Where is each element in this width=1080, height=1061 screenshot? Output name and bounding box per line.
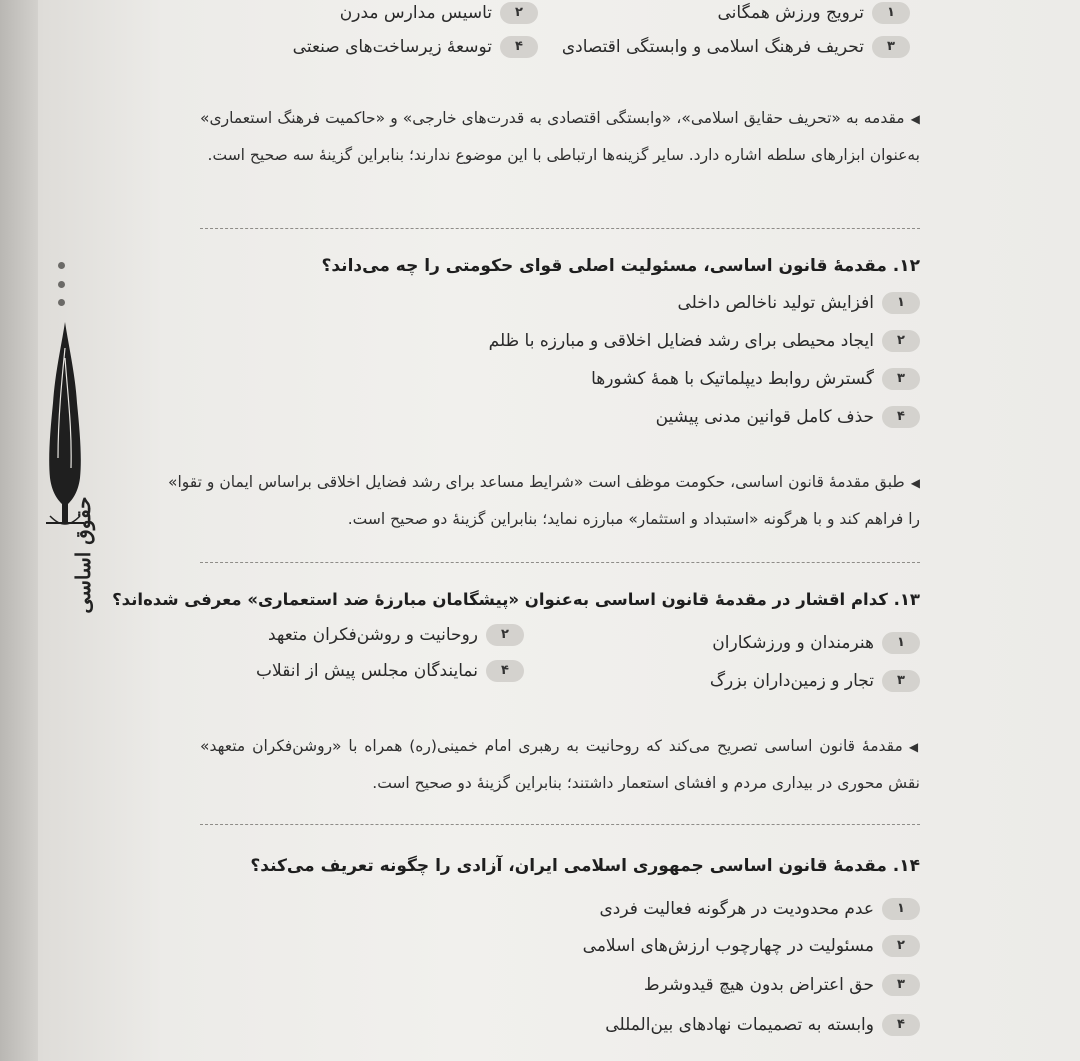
option-number: ۳	[882, 368, 920, 390]
option-text: حق اعتراض بدون هیچ قیدوشرط	[643, 975, 874, 995]
option-number: ۴	[882, 1014, 920, 1036]
option-number: ۱	[882, 898, 920, 920]
option-text: عدم محدودیت در هرگونه فعالیت فردی	[599, 899, 874, 919]
q12-option-4	[656, 406, 920, 428]
option-text: هنرمندان و ورزشکاران	[712, 633, 874, 653]
option-number: ۳	[882, 974, 920, 996]
page-binding-edge	[0, 0, 38, 1061]
option-number: ۲	[882, 330, 920, 352]
option-number: ۲	[486, 624, 524, 646]
q14-option-1	[599, 898, 920, 920]
arrow-icon: ◀	[908, 740, 920, 754]
separator	[200, 228, 920, 229]
option-text: افزایش تولید ناخالص داخلی	[677, 293, 874, 313]
option-text: روحانیت و روشن‌فکران متعهد	[268, 625, 478, 645]
option-text: تاسیس مدارس مدرن	[339, 3, 492, 23]
option-number: ۱	[882, 632, 920, 654]
q11-option-1	[718, 2, 910, 24]
option-number: ۴	[486, 660, 524, 682]
q14-option-3	[644, 974, 920, 996]
option-number: ۲	[882, 935, 920, 957]
option-text: ترویج ورزش همگانی	[717, 3, 864, 23]
q14-title: ۱۴. مقدمهٔ قانون اساسی جمهوری اسلامی ایران، آزادی را چگونه تعریف می‌کند؟	[250, 856, 920, 876]
dot-icon	[58, 299, 65, 306]
q11-option-4	[293, 36, 538, 58]
option-text: نمایندگان مجلس پیش از انقلاب	[256, 661, 478, 681]
q12-option-3	[591, 368, 920, 390]
q14-option-4	[605, 1014, 920, 1036]
option-number: ۲	[500, 2, 538, 24]
option-number: ۳	[872, 36, 910, 58]
dot-icon	[58, 281, 65, 288]
arrow-icon: ◀	[910, 476, 921, 490]
option-number: ۱	[882, 292, 920, 314]
q11-answer	[200, 100, 920, 173]
dot-icon	[58, 262, 65, 269]
q13-answer	[200, 728, 920, 801]
q11-option-3	[562, 36, 910, 58]
q13-title: ۱۳. کدام اقشار در مقدمهٔ قانون اساسی به‌عنوان «پیشگامان مبارزهٔ ضد استعماری» معرفی شده‌اند؟	[112, 590, 920, 609]
option-text: گسترش روابط دیپلماتیک با همهٔ کشورها	[591, 369, 874, 389]
option-text: توسعهٔ زیرساخت‌های صنعتی	[292, 37, 492, 57]
answer-text: طبق مقدمهٔ قانون اساسی، حکومت موظف است «شرایط مساعد برای رشد فضایل اخلاقی براساس ایمان و تقوا» را فراهم کند و با هرگونه «استبداد و استثمار» مبارزه نماید؛ بنابراین گزینهٔ دو صحیح است.	[168, 473, 920, 528]
q13-option-1	[712, 632, 920, 654]
q13-option-3	[710, 670, 920, 692]
book-page	[38, 0, 1080, 1061]
option-text: مسئولیت در چهارچوب ارزش‌های اسلامی	[582, 936, 874, 956]
option-text: وابسته به تصمیمات نهادهای بین‌المللی	[605, 1015, 874, 1035]
q14-option-2	[583, 935, 920, 957]
q11-option-2	[340, 2, 538, 24]
separator	[200, 824, 920, 825]
book-logo-text: حقوق اساسی	[71, 496, 95, 614]
option-number: ۳	[882, 670, 920, 692]
q12-option-2	[489, 330, 920, 352]
q12-title: ۱۲. مقدمهٔ قانون اساسی، مسئولیت اصلی قوای حکومتی را چه می‌داند؟	[321, 256, 920, 276]
answer-text: مقدمهٔ قانون اساسی تصریح می‌کند که روحانیت به رهبری امام خمینی(ره) همراه با «روشن‌فکران متعهد» نقش محوری در بیداری مردم و افشای استعمار داشتند؛ بنابراین گزینهٔ دو صحیح است.	[200, 737, 920, 792]
q13-option-2	[268, 624, 524, 646]
option-number: ۴	[882, 406, 920, 428]
option-text: تحریف فرهنگ اسلامی و وابستگی اقتصادی	[561, 37, 864, 57]
option-text: ایجاد محیطی برای رشد فضایل اخلاقی و مبارزه با ظلم	[488, 331, 874, 351]
answer-text: مقدمه به «تحریف حقایق اسلامی»، «وابستگی اقتصادی به قدرت‌های خارجی» و «حاکمیت فرهنگ استعماری» به‌عنوان ابزارهای سلطه اشاره دارد. سایر گزینه‌ها ارتباطی با این موضوع ندارند؛ بنابراین گزینهٔ سه صحیح است.	[200, 109, 920, 164]
arrow-icon: ◀	[910, 112, 920, 126]
q12-option-1	[677, 292, 920, 314]
separator	[200, 562, 920, 563]
option-number: ۱	[872, 2, 910, 24]
option-text: حذف کامل قوانین مدنی پیشین	[655, 407, 874, 427]
q12-answer	[168, 464, 920, 537]
option-text: تجار و زمین‌داران بزرگ	[709, 671, 874, 691]
q13-option-4	[256, 660, 524, 682]
option-number: ۴	[500, 36, 538, 58]
